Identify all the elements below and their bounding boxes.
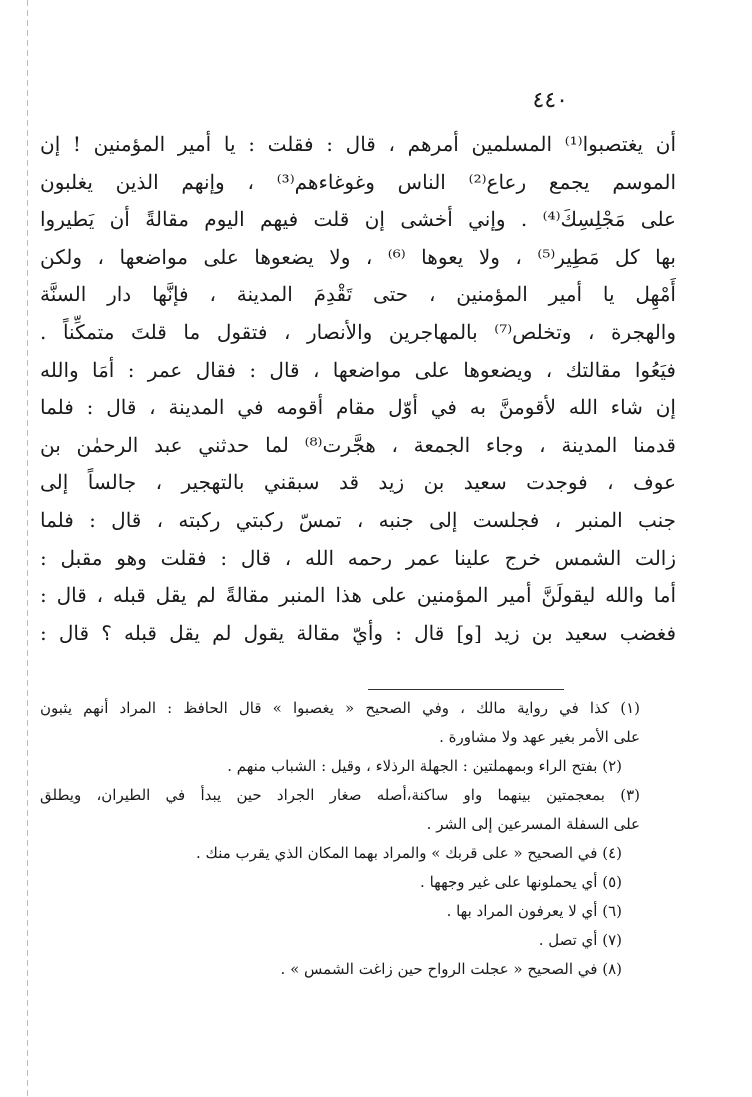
text-line: جنب المنبر ، فجلست إلى جنبه ، تمسّ ركبتي ركبته ، قال : فلما	[40, 507, 676, 532]
text-line: أَمْهِل يا أمير المؤمنين ، حتى تَقْدِمَ المدينة ، فإنَّها دار السنَّة	[40, 282, 676, 307]
text-line: فغضب سعيد بن زيد [و] قال : وأيّ مقالة يقول لم يقل قبله ؟ قال :	[40, 620, 676, 645]
footnote-line: على السفلة المسرعين إلى الشر .	[426, 815, 640, 833]
footnote-line: (٤) في الصحيح « على قربك » والمراد بهما المكان الذي يقرب منك .	[196, 844, 622, 862]
footnote-divider	[368, 689, 564, 690]
page-edge-line	[27, 0, 28, 1097]
text-line: عوف ، فوجدت سعيد بن زيد قد سبقني بالتهجير ، جالساً إلى	[40, 470, 676, 495]
text-line: إن شاء الله لأقومنَّ به في أوّل مقام أقومه في المدينة ، قال : فلما	[40, 395, 676, 420]
text-line: أن يغتصبوا⁽¹⁾ المسلمين أمرهم ، قال : فقلت : يا أمير المؤمنين ! إن	[40, 132, 676, 156]
page-number: ٤٤٠	[532, 88, 568, 113]
footnote-line: على الأمر بغير عهد ولا مشاورة .	[439, 728, 640, 746]
text-line: والهجرة ، وتخلص⁽⁷⁾ بالمهاجرين والأنصار ، فتقول ما قلتَ متمكِّناً .	[40, 319, 676, 344]
text-line: أما والله ليقولَنَّ أمير المؤمنين على هذا المنبر مقالةً لم يقل قبله ، قال :	[40, 583, 676, 608]
footnote-line: (١) كذا في رواية مالك ، وفي الصحيح « يغصبوا » قال الحافظ : المراد أنهم يثبون	[40, 699, 640, 717]
footnote-line: (٨) في الصحيح « عجلت الرواح حين زاغت الشمس » .	[280, 960, 622, 978]
footnotes	[40, 694, 640, 984]
text-line: على مَجْلِسِكَ⁽⁴⁾ . وإني أخشى إن قلت فيهم اليوم مقالةً أن يَطيروا	[40, 207, 676, 232]
footnote-line: (٣) بمعجمتين بينهما واو ساكنة،أصله صغار الجراد حين يبدأ في الطيران، ويطلق	[40, 786, 640, 804]
footnote-line: (٧) أي تصل .	[538, 931, 622, 949]
footnote-line: (٦) أي لا يعرفون المراد بها .	[446, 902, 622, 920]
text-line: زالت الشمس خرج علينا عمر رحمه الله ، قال : فقلت وهو مقبل :	[40, 545, 676, 570]
main-text	[40, 126, 676, 652]
text-line: قدمنا المدينة ، وجاء الجمعة ، هجَّرت⁽⁸⁾ لما حدثني عبد الرحمٰن بن	[40, 432, 676, 457]
text-line: بها كل مَطِير⁽⁵⁾ ، ولا يعوها ⁽⁶⁾ ، ولا يضعوها على مواضعها ، ولكن	[40, 244, 676, 269]
text-line: فيَعُوا مقالتك ، ويضعوها على مواضعها ، قال : فقال عمر : أمَا والله	[40, 357, 676, 382]
footnote-line: (٢) بفتح الراء وبمهملتين : الجهلة الرذلاء ، وقيل : الشباب منهم .	[227, 757, 622, 775]
text-line: الموسم يجمع رعاع⁽²⁾ الناس وغوغاءهم⁽³⁾ ، وإنهم الذين يغلبون	[40, 169, 676, 194]
footnote-line: (٥) أي يحملونها على غير وجهها .	[420, 873, 622, 891]
